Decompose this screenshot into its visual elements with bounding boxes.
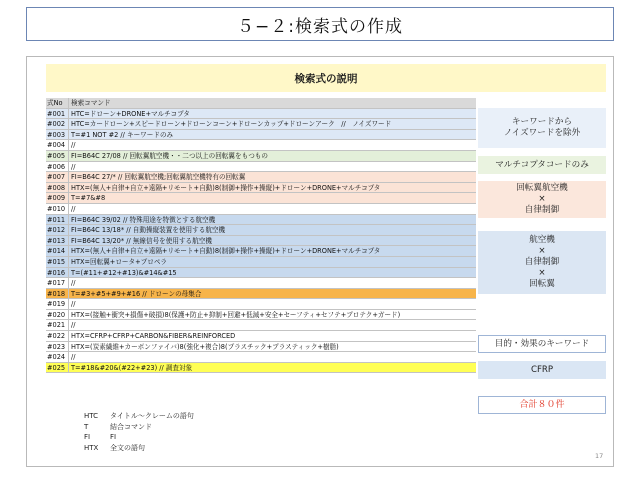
row-command: T=#18&#20&(#22+#23) // 調査対象 (71, 363, 193, 372)
note-line: マルチコプタコードのみ (495, 159, 589, 170)
row-command: // (71, 321, 76, 330)
table-row (46, 140, 476, 151)
row-number: #005 (46, 151, 69, 161)
table-row (46, 151, 476, 162)
note-line: 回転翼 (529, 279, 555, 289)
row-number: #023 (46, 342, 69, 352)
legend-code: HTC (84, 412, 99, 420)
row-number: #021 (46, 320, 69, 330)
row-number: #003 (46, 130, 69, 140)
row-number: #016 (46, 268, 69, 278)
legend-description: FI (110, 433, 117, 441)
row-number: #024 (46, 352, 69, 362)
row-number: #011 (46, 215, 69, 225)
table-row (46, 183, 476, 194)
table-row (46, 109, 476, 120)
table-row (46, 289, 476, 300)
note-line: キーワードから (511, 117, 573, 127)
table-row (46, 299, 476, 310)
row-number: #015 (46, 257, 69, 267)
legend-item (84, 443, 194, 454)
legend-description: 結合コマンド (110, 422, 152, 431)
row-command: T=(#11+#12+#13)&#14&#15 (71, 268, 177, 277)
row-command: FI=B64C 27/* // 回転翼航空機;回転翼航空機特有の回転翼 (71, 173, 246, 182)
legend-description: 全文の語句 (110, 443, 145, 452)
row-command: // (71, 300, 76, 309)
row-number: #025 (46, 363, 69, 373)
note-aircraft-autonomy-rotor (478, 231, 606, 294)
table-row (46, 162, 476, 173)
note-line: ノイズワードを除外 (503, 128, 581, 138)
row-number: #019 (46, 299, 69, 309)
column-header-no: 式No (46, 98, 69, 108)
row-command: // (71, 162, 76, 171)
row-command: // (71, 279, 76, 288)
row-command: // (71, 204, 76, 213)
note-line: 合計８０件 (519, 399, 565, 410)
row-command: HTC=ドローン+DRONE+マルチコプタ (71, 109, 190, 118)
row-number: #017 (46, 278, 69, 288)
row-number: #014 (46, 246, 69, 256)
note-total-count (478, 396, 606, 414)
row-command: HTX=回転翼+ロータ+プロペラ (71, 257, 168, 266)
row-command: HTX=(無人+自律+自立+遠隔+リモート+自動)8(制御+操作+操縦)+ドローン+DRONE+マルチコプタ (71, 183, 381, 192)
legend-item (84, 411, 194, 422)
row-number: #009 (46, 193, 69, 203)
row-number: #013 (46, 236, 69, 246)
note-line: × (538, 268, 546, 278)
note-line: 自律制御 (524, 205, 560, 215)
row-command: FI=B64C 27/08 // 回転翼航空機・・二つ以上の回転翼をもつもの (71, 151, 268, 160)
search-command-table (46, 98, 476, 373)
row-command: T=#3+#5+#9+#16 // ドローンの母集合 (71, 289, 202, 298)
note-multicopter-code (478, 156, 606, 174)
row-number: #008 (46, 183, 69, 193)
note-line: CFRP (530, 364, 554, 375)
legend-description: タイトル〜クレームの語句 (110, 412, 194, 420)
table-header-row (46, 98, 476, 109)
table-row (46, 215, 476, 226)
note-noise-exclusion (478, 108, 606, 148)
row-command: // (71, 353, 76, 362)
row-number: #007 (46, 172, 69, 182)
table-row (46, 310, 476, 321)
row-number: #001 (46, 109, 69, 119)
table-row (46, 320, 476, 331)
table-row (46, 278, 476, 289)
table-row (46, 268, 476, 279)
abbreviation-legend (84, 411, 194, 453)
note-line: × (538, 194, 546, 204)
table-row (46, 172, 476, 183)
row-number: #006 (46, 162, 69, 172)
row-command: HTX=(無人+自律+自立+遠隔+リモート+自動)8(制御+操作+操縦)+ドローン+DRONE+マルチコプタ (71, 247, 381, 256)
note-line: 回転翼航空機 (516, 183, 568, 193)
legend-code: HTX (84, 443, 99, 452)
row-number: #002 (46, 119, 69, 129)
table-row (46, 363, 476, 374)
table-row (46, 204, 476, 215)
row-command: T=#1 NOT #2 // キーワードのみ (71, 130, 174, 139)
table-row (46, 193, 476, 204)
legend-code: T (84, 422, 89, 431)
row-command: FI=B64C 13/20* // 無線信号を使用する航空機 (71, 236, 212, 245)
row-command: HTX=CFRP+CFRP+CARBON&FIBER&REINFORCED (71, 332, 236, 341)
table-row (46, 331, 476, 342)
note-line: × (538, 246, 546, 256)
row-command: FI=B64C 39/02 // 特殊用途を特徴とする航空機 (71, 215, 216, 224)
legend-item (84, 422, 194, 433)
note-line: 目的・効果のキーワード (494, 338, 590, 349)
row-command: FI=B64C 13/18* // 自動操縦装置を使用する航空機 (71, 226, 226, 235)
row-number: #020 (46, 310, 69, 320)
note-line: 航空機 (529, 235, 555, 245)
row-command: T=#7&#8 (71, 194, 106, 203)
table-row (46, 257, 476, 268)
legend-item (84, 432, 194, 443)
table-row (46, 225, 476, 236)
note-purpose-keywords (478, 335, 606, 353)
slide-title: ５−２:検索式の作成 (26, 7, 614, 41)
column-header-command: 検索コマンド (71, 99, 111, 107)
table-row (46, 352, 476, 363)
row-command: // (71, 141, 76, 150)
row-number: #022 (46, 331, 69, 341)
table-row (46, 236, 476, 247)
note-cfrp (478, 361, 606, 379)
note-line: 自律制御 (524, 257, 560, 267)
note-rotorcraft-autonomy (478, 181, 606, 218)
table-row (46, 130, 476, 141)
legend-code: FI (84, 433, 91, 441)
table-row (46, 342, 476, 353)
section-header: 検索式の説明 (46, 64, 606, 92)
row-command: HTX=(接触+衝突+損傷+破損)8(保護+防止+抑制+回避+低減+安全+セーフティ+セフテ+プロテク+ガード) (71, 310, 401, 319)
row-number: #012 (46, 225, 69, 235)
row-command: HTX=(炭素繊維+カーボンファイバ)8(強化+複合)8(プラスチック+プラスティック+樹脂) (71, 342, 339, 351)
row-command: HTC=カードローン+スピードローン+ドローンコーン+ドローンカップ+ドローンアーク // ノイズワード (71, 120, 392, 129)
row-number: #018 (46, 289, 69, 299)
page-number: 17 (595, 452, 604, 460)
table-row (46, 246, 476, 257)
row-number: #004 (46, 140, 69, 150)
row-number: #010 (46, 204, 69, 214)
table-row (46, 119, 476, 130)
